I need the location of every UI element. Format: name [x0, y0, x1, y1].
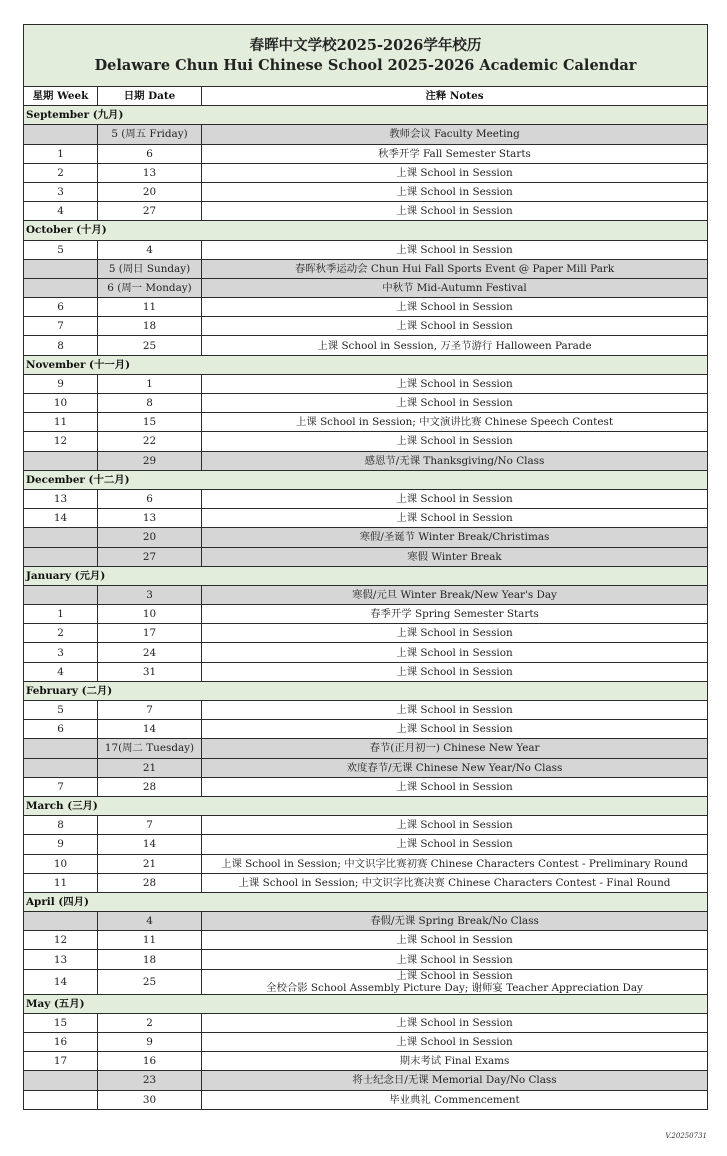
header-date: 日期 Date: [98, 87, 202, 106]
week-cell: 9: [24, 835, 98, 854]
date-cell: 6 (周一 Monday): [98, 278, 202, 297]
week-cell: 3: [24, 182, 98, 201]
note-line: 上课 School in Session: [396, 646, 513, 659]
calendar-row: [24, 931, 708, 950]
week-cell: 14: [24, 509, 98, 528]
notes-cell: [202, 432, 708, 451]
date-cell: 6: [98, 489, 202, 508]
notes-cell: [202, 489, 708, 508]
calendar-row: [24, 336, 708, 355]
week-cell: 7: [24, 317, 98, 336]
notes-cell: [202, 701, 708, 720]
calendar-row: [24, 969, 708, 994]
notes-cell: [202, 662, 708, 681]
calendar-row: [24, 374, 708, 393]
notes-cell: [202, 336, 708, 355]
week-cell: 16: [24, 1033, 98, 1052]
notes-cell: [202, 624, 708, 643]
note-line: 教师会议 Faculty Meeting: [389, 128, 520, 141]
header-week: 星期 Week: [24, 87, 98, 106]
date-cell: 22: [98, 432, 202, 451]
calendar-row: [24, 950, 708, 969]
note-line: 上课 School in Session: [396, 205, 513, 218]
date-cell: 31: [98, 662, 202, 681]
notes-cell: [202, 125, 708, 144]
date-cell: 21: [98, 854, 202, 873]
note-line: 上课 School in Session: [396, 435, 513, 448]
note-line: 上课 School in Session: [396, 320, 513, 333]
date-cell: 27: [98, 547, 202, 566]
notes-cell: [202, 1090, 708, 1109]
month-row: [24, 994, 708, 1013]
note-line: 上课 School in Session: [396, 665, 513, 678]
calendar-row: [24, 451, 708, 470]
notes-cell: [202, 777, 708, 796]
notes-cell: [202, 144, 708, 163]
month-row: [24, 566, 708, 585]
week-cell: 11: [24, 413, 98, 432]
week-cell: 5: [24, 701, 98, 720]
week-cell: [24, 451, 98, 470]
date-cell: 13: [98, 163, 202, 182]
note-line: 春晖秋季运动会 Chun Hui Fall Sports Event @ Paper Mill Park: [294, 262, 615, 275]
note-line: 上课 School in Session: [396, 819, 513, 832]
week-cell: 13: [24, 489, 98, 508]
note-line: 毕业典礼 Commencement: [389, 1093, 520, 1106]
notes-cell: [202, 854, 708, 873]
notes-cell: [202, 585, 708, 604]
notes-cell: [202, 720, 708, 739]
week-cell: [24, 1090, 98, 1109]
note-line: 上课 School in Session: [396, 186, 513, 199]
month-label: September (九月): [24, 106, 708, 125]
title-english: Delaware Chun Hui Chinese School 2025-2026 Academic Calendar: [94, 56, 637, 74]
date-cell: 1: [98, 374, 202, 393]
note-line: 寒假 Winter Break: [407, 550, 502, 563]
notes-cell: [202, 969, 708, 994]
note-line: 上课 School in Session: [396, 627, 513, 640]
notes-cell: [202, 374, 708, 393]
notes-cell: [202, 259, 708, 278]
date-cell: 5 (周五 Friday): [98, 125, 202, 144]
note-line: 上课 School in Session: [396, 969, 513, 982]
week-cell: 13: [24, 950, 98, 969]
calendar-row: [24, 835, 708, 854]
week-cell: 1: [24, 605, 98, 624]
note-line: 上课 School in Session: [396, 301, 513, 314]
date-cell: 20: [98, 182, 202, 201]
week-cell: [24, 912, 98, 931]
week-cell: [24, 125, 98, 144]
date-cell: 7: [98, 816, 202, 835]
week-cell: 6: [24, 720, 98, 739]
calendar-row: [24, 701, 708, 720]
week-cell: 12: [24, 432, 98, 451]
month-row: [24, 470, 708, 489]
calendar-row: [24, 182, 708, 201]
week-cell: 9: [24, 374, 98, 393]
date-cell: 21: [98, 758, 202, 777]
date-cell: 11: [98, 298, 202, 317]
note-line: 春节(正月初一) Chinese New Year: [369, 742, 540, 755]
notes-cell: [202, 547, 708, 566]
date-cell: 5 (周日 Sunday): [98, 259, 202, 278]
date-cell: 30: [98, 1090, 202, 1109]
calendar-row: [24, 816, 708, 835]
week-cell: 8: [24, 816, 98, 835]
week-cell: [24, 1071, 98, 1090]
note-line: 上课 School in Session: [396, 704, 513, 717]
version-label: V.20250731: [665, 1132, 707, 1140]
note-line: 上课 School in Session: [396, 166, 513, 179]
month-label: November (十一月): [24, 355, 708, 374]
notes-cell: [202, 163, 708, 182]
week-cell: 10: [24, 854, 98, 873]
week-cell: 14: [24, 969, 98, 994]
date-cell: 6: [98, 144, 202, 163]
calendar-row: [24, 528, 708, 547]
note-line: 上课 School in Session: [396, 934, 513, 947]
note-line: 全校合影 School Assembly Picture Day; 谢师宴 Teacher Appreciation Day: [266, 981, 643, 994]
calendar-row: [24, 144, 708, 163]
week-cell: 2: [24, 624, 98, 643]
date-cell: 14: [98, 720, 202, 739]
calendar-row: [24, 298, 708, 317]
note-line: 上课 School in Session: [396, 243, 513, 256]
notes-cell: [202, 739, 708, 758]
date-cell: 24: [98, 643, 202, 662]
academic-calendar-table: [23, 24, 708, 1110]
week-cell: 4: [24, 662, 98, 681]
week-cell: 7: [24, 777, 98, 796]
date-cell: 23: [98, 1071, 202, 1090]
note-line: 上课 School in Session: [396, 780, 513, 793]
note-line: 上课 School in Session: [396, 397, 513, 410]
week-cell: [24, 547, 98, 566]
notes-cell: [202, 202, 708, 221]
header-notes: 注释 Notes: [202, 87, 708, 106]
calendar-body: [24, 106, 708, 1110]
calendar-row: [24, 643, 708, 662]
note-line: 寒假/元旦 Winter Break/New Year's Day: [352, 588, 557, 601]
calendar-row: [24, 259, 708, 278]
notes-cell: [202, 816, 708, 835]
note-line: 期末考试 Final Exams: [399, 1055, 510, 1068]
notes-cell: [202, 509, 708, 528]
date-cell: 16: [98, 1052, 202, 1071]
date-cell: 17(周二 Tuesday): [98, 739, 202, 758]
date-cell: 18: [98, 317, 202, 336]
month-label: March (三月): [24, 796, 708, 815]
notes-cell: [202, 931, 708, 950]
calendar-row: [24, 432, 708, 451]
note-line: 春假/无课 Spring Break/No Class: [370, 915, 539, 928]
note-line: 感恩节/无课 Thanksgiving/No Class: [364, 454, 545, 467]
notes-cell: [202, 451, 708, 470]
week-cell: 8: [24, 336, 98, 355]
week-cell: 2: [24, 163, 98, 182]
note-line: 上课 School in Session, 万圣节游行 Halloween Parade: [317, 339, 592, 352]
week-cell: 3: [24, 643, 98, 662]
date-cell: 17: [98, 624, 202, 643]
calendar-row: [24, 1090, 708, 1109]
date-cell: 11: [98, 931, 202, 950]
calendar-row: [24, 240, 708, 259]
date-cell: 13: [98, 509, 202, 528]
calendar-row: [24, 662, 708, 681]
week-cell: 6: [24, 298, 98, 317]
calendar-row: [24, 854, 708, 873]
week-cell: [24, 278, 98, 297]
calendar-row: [24, 873, 708, 892]
notes-cell: [202, 912, 708, 931]
date-cell: 14: [98, 835, 202, 854]
month-label: May (五月): [24, 994, 708, 1013]
date-cell: 28: [98, 777, 202, 796]
date-cell: 3: [98, 585, 202, 604]
calendar-row: [24, 1071, 708, 1090]
note-line: 上课 School in Session; 中文演讲比赛 Chinese Speech Contest: [295, 416, 614, 429]
date-cell: 4: [98, 240, 202, 259]
month-label: January (元月): [24, 566, 708, 585]
notes-cell: [202, 182, 708, 201]
date-cell: 2: [98, 1013, 202, 1032]
week-cell: [24, 585, 98, 604]
calendar-row: [24, 585, 708, 604]
calendar-row: [24, 278, 708, 297]
note-line: 欢度春节/无课 Chinese New Year/No Class: [346, 761, 563, 774]
notes-cell: [202, 950, 708, 969]
month-label: October (十月): [24, 221, 708, 240]
notes-cell: [202, 835, 708, 854]
week-cell: 10: [24, 394, 98, 413]
notes-cell: [202, 873, 708, 892]
notes-cell: [202, 1071, 708, 1090]
note-line: 上课 School in Session; 中文识字比赛决赛 Chinese Characters Contest - Final Round: [238, 876, 671, 889]
calendar-row: [24, 605, 708, 624]
calendar-row: [24, 739, 708, 758]
date-cell: 10: [98, 605, 202, 624]
week-cell: 17: [24, 1052, 98, 1071]
calendar-row: [24, 912, 708, 931]
date-cell: 25: [98, 336, 202, 355]
notes-cell: [202, 240, 708, 259]
week-cell: 5: [24, 240, 98, 259]
note-line: 秋季开学 Fall Semester Starts: [378, 147, 531, 160]
week-cell: 12: [24, 931, 98, 950]
note-line: 将士纪念日/无课 Memorial Day/No Class: [352, 1074, 557, 1087]
calendar-title: [24, 25, 708, 87]
calendar-row: [24, 1013, 708, 1032]
notes-cell: [202, 298, 708, 317]
date-cell: 8: [98, 394, 202, 413]
week-cell: [24, 758, 98, 777]
notes-cell: [202, 1052, 708, 1071]
notes-cell: [202, 394, 708, 413]
date-cell: 7: [98, 701, 202, 720]
date-cell: 18: [98, 950, 202, 969]
date-cell: 15: [98, 413, 202, 432]
month-row: [24, 221, 708, 240]
calendar-row: [24, 758, 708, 777]
calendar-row: [24, 394, 708, 413]
calendar-row: [24, 1033, 708, 1052]
notes-cell: [202, 643, 708, 662]
note-line: 上课 School in Session: [396, 953, 513, 966]
notes-cell: [202, 317, 708, 336]
date-cell: 20: [98, 528, 202, 547]
note-line: 寒假/圣诞节 Winter Break/Christimas: [359, 531, 550, 544]
date-cell: 9: [98, 1033, 202, 1052]
month-row: [24, 796, 708, 815]
calendar-row: [24, 777, 708, 796]
notes-cell: [202, 528, 708, 547]
date-cell: 28: [98, 873, 202, 892]
month-row: [24, 106, 708, 125]
week-cell: 11: [24, 873, 98, 892]
month-row: [24, 892, 708, 911]
notes-cell: [202, 1013, 708, 1032]
calendar-row: [24, 624, 708, 643]
date-cell: 25: [98, 969, 202, 994]
calendar-row: [24, 163, 708, 182]
title-chinese: 春晖中文学校2025-2026学年校历: [249, 36, 482, 54]
note-line: 上课 School in Session: [396, 377, 513, 390]
note-line: 上课 School in Session: [396, 512, 513, 525]
note-line: 上课 School in Session: [396, 838, 513, 851]
note-line: 春季开学 Spring Semester Starts: [370, 608, 539, 621]
week-cell: [24, 528, 98, 547]
calendar-row: [24, 317, 708, 336]
week-cell: [24, 259, 98, 278]
date-cell: 27: [98, 202, 202, 221]
calendar-row: [24, 509, 708, 528]
week-cell: 4: [24, 202, 98, 221]
calendar-row: [24, 202, 708, 221]
note-line: 上课 School in Session: [396, 723, 513, 736]
notes-cell: [202, 413, 708, 432]
month-label: December (十二月): [24, 470, 708, 489]
calendar-row: [24, 125, 708, 144]
notes-cell: [202, 758, 708, 777]
note-line: 中秋节 Mid-Autumn Festival: [382, 281, 527, 294]
calendar-row: [24, 720, 708, 739]
notes-cell: [202, 1033, 708, 1052]
date-cell: 4: [98, 912, 202, 931]
date-cell: 29: [98, 451, 202, 470]
calendar-row: [24, 413, 708, 432]
note-line: 上课 School in Session: [396, 1036, 513, 1049]
calendar-row: [24, 1052, 708, 1071]
column-header-row: [24, 87, 708, 106]
note-line: 上课 School in Session; 中文识字比赛初赛 Chinese Characters Contest - Preliminary Round: [221, 857, 688, 870]
month-row: [24, 681, 708, 700]
note-line: 上课 School in Session: [396, 493, 513, 506]
notes-cell: [202, 278, 708, 297]
month-row: [24, 355, 708, 374]
week-cell: 15: [24, 1013, 98, 1032]
note-line: 上课 School in Session: [396, 1016, 513, 1029]
calendar-row: [24, 547, 708, 566]
week-cell: 1: [24, 144, 98, 163]
calendar-row: [24, 489, 708, 508]
month-label: February (二月): [24, 681, 708, 700]
week-cell: [24, 739, 98, 758]
notes-cell: [202, 605, 708, 624]
month-label: April (四月): [24, 892, 708, 911]
